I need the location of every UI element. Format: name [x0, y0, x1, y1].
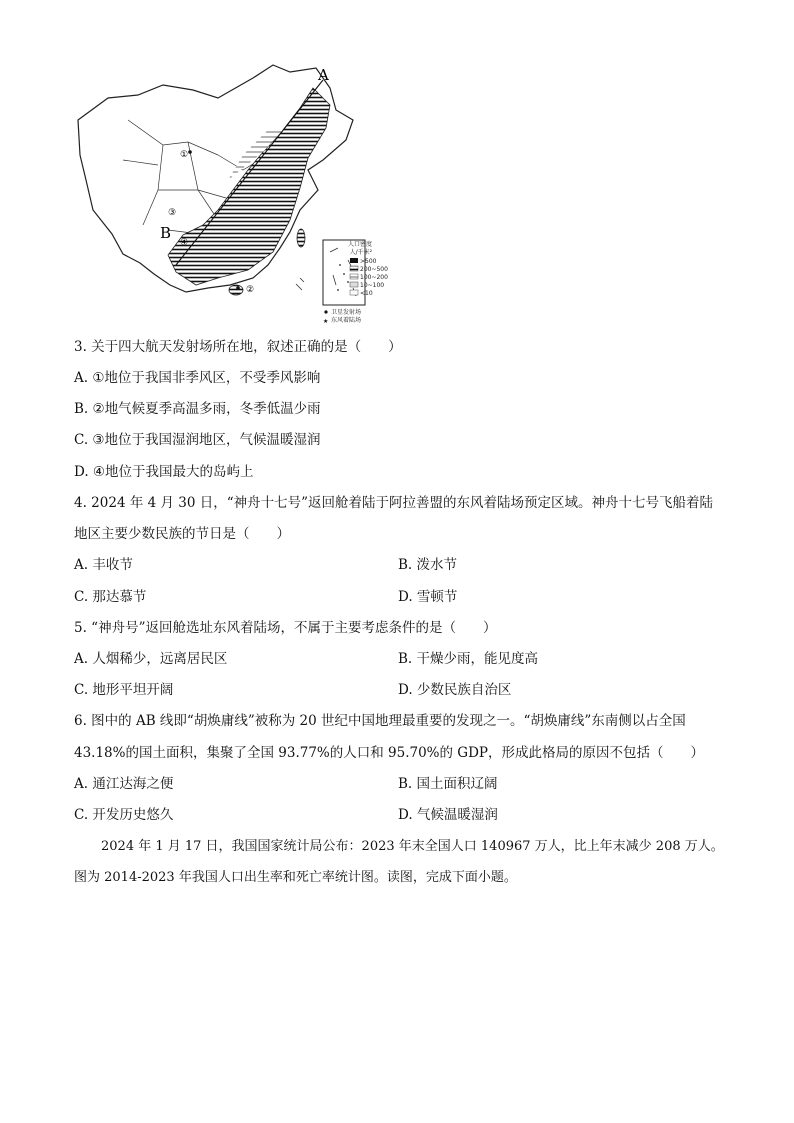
marker-3: ③ — [168, 208, 177, 218]
label-a: A — [318, 66, 329, 84]
intro-line-1: 2024 年 1 月 17 日，我国国家统计局公布：2023 年末全国人口 140967 万人，比上年末减少 208 万人。 — [101, 839, 724, 854]
svg-text:卫星发射场: 卫星发射场 — [331, 309, 362, 316]
marker-1: ① — [180, 150, 189, 160]
svg-text:人/千米²: 人/千米² — [349, 249, 372, 256]
question-6-stem-line-2: 43.18%的国土面积，集聚了全国 93.77%的人口和 95.70%的 GDP，形成此格局的原因不包括（ ） — [74, 745, 704, 761]
question-6-option-d[interactable]: D. 气候温暖湿润 — [398, 807, 498, 823]
svg-text:人口密度: 人口密度 — [347, 241, 372, 248]
svg-text:100~200: 100~200 — [360, 274, 388, 281]
label-b: B — [160, 224, 172, 242]
svg-text:<10: <10 — [360, 290, 373, 297]
question-5-option-a[interactable]: A. 人烟稀少，远离居民区 — [74, 651, 228, 667]
question-5-option-b[interactable]: B. 干燥少雨，能见度高 — [398, 651, 539, 667]
question-6-stem-line-1: 6. 图中的 AB 线即“胡焕庸线”被称为 20 世纪中国地理最重要的发现之一。“胡焕庸线”东南侧以占全国 — [74, 713, 686, 729]
question-6-option-c[interactable]: C. 开发历史悠久 — [74, 807, 174, 823]
svg-text:★: ★ — [323, 318, 329, 325]
question-4-stem-line-2: 地区主要少数民族的节日是（ ） — [74, 526, 290, 542]
question-3-stem: 3. 关于四大航天发射场所在地，叙述正确的是（ ） — [74, 339, 402, 355]
question-4-option-c[interactable]: C. 那达慕节 — [74, 589, 147, 605]
question-5-option-d[interactable]: D. 少数民族自治区 — [398, 682, 512, 698]
svg-text:200~500: 200~500 — [360, 266, 388, 273]
question-4-stem-line-1: 4. 2024 年 4 月 30 日，“神舟十七号”返回舱着陆于阿拉善盟的东风着陆场预定区域。神舟十七号飞船着陆 — [74, 495, 714, 511]
svg-text:>500: >500 — [360, 258, 377, 265]
question-3-option-a[interactable]: A. ①地位于我国非季风区，不受季风影响 — [74, 370, 321, 386]
question-3-option-c[interactable]: C. ③地位于我国湿润地区，气候温暖湿润 — [74, 432, 321, 448]
marker-4: ④ — [180, 238, 189, 248]
svg-text:10~100: 10~100 — [360, 282, 385, 289]
question-4-option-a[interactable]: A. 丰收节 — [74, 557, 133, 573]
marker-2: ② — [246, 285, 255, 295]
intro-line-2: 图为 2014-2023 年我国人口出生率和死亡率统计图。读图，完成下面小题。 — [74, 870, 517, 885]
question-4-option-b[interactable]: B. 泼水节 — [398, 557, 458, 573]
question-5-stem: 5. “神舟号”返回舱选址东风着陆场，不属于主要考虑条件的是（ ） — [74, 620, 497, 636]
hainan-island — [229, 285, 243, 295]
question-4-option-d[interactable]: D. 雪顿节 — [398, 589, 458, 605]
question-6-option-b[interactable]: B. 国土面积辽阔 — [398, 776, 498, 792]
question-5-option-c[interactable]: C. 地形平坦开阔 — [74, 682, 174, 698]
svg-text:东风着陆场: 东风着陆场 — [331, 317, 362, 324]
question-3-option-b[interactable]: B. ②地气候夏季高温多雨，冬季低温少雨 — [74, 401, 321, 417]
question-3-option-d[interactable]: D. ④地位于我国最大的岛屿上 — [74, 464, 254, 480]
question-6-option-a[interactable]: A. 通江达海之便 — [74, 776, 174, 792]
population-density-map — [68, 60, 388, 340]
